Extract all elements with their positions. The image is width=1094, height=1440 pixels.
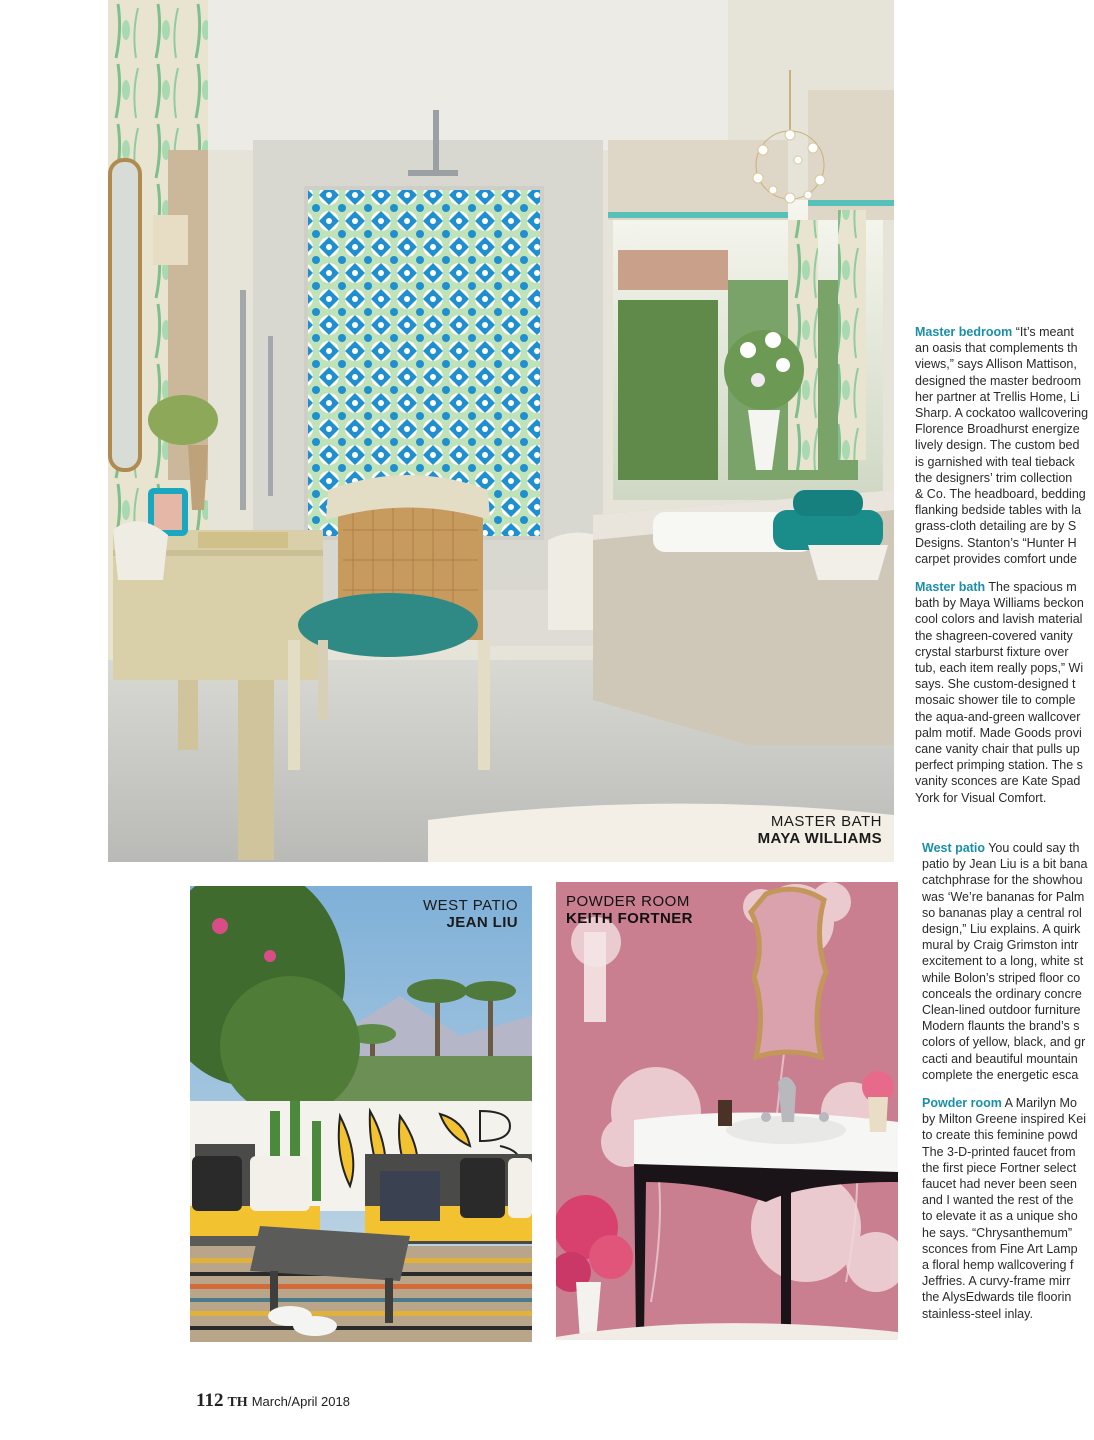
body-line: to elevate it as a unique sho (922, 1209, 1078, 1224)
body-line: carpet provides comfort unde (915, 551, 1077, 566)
body-line: catchphrase for the showhou (922, 873, 1083, 888)
powder-room-photo (556, 882, 898, 1340)
body-line: You could say th (988, 841, 1080, 855)
body-line: views,” says Allison Mattison, (915, 357, 1077, 372)
master-bath-caption-designer: MAYA WILLIAMS (757, 830, 882, 847)
west-patio-illustration (190, 886, 532, 1342)
powder-room-heading: Powder room (922, 1096, 1002, 1111)
body-line: design,” Liu explains. A quirk (922, 922, 1081, 937)
body-line: tub, each item really pops,” Wi (915, 661, 1084, 676)
body-line: stainless-steel inlay. (922, 1306, 1033, 1321)
body-line: perfect primping station. The s (915, 758, 1083, 773)
body-line: the aqua-and-green wallcover (915, 709, 1081, 724)
body-line: he says. “Chrysanthemum” (922, 1225, 1073, 1240)
master-bath-caption (640, 813, 882, 847)
body-line: and I wanted the rest of the (922, 1193, 1074, 1208)
body-line: palm motif. Made Goods provi (915, 725, 1082, 740)
master-bedroom-heading: Master bedroom (915, 325, 1013, 339)
body-line: Clean-lined outdoor furniture (922, 1003, 1081, 1018)
body-line: by Milton Greene inspired Kei (922, 1112, 1086, 1127)
body-line: The 3-D-printed faucet from (922, 1144, 1076, 1159)
master-bath-heading: Master bath (915, 580, 986, 595)
body-line: her partner at Trellis Home, Li (915, 389, 1080, 404)
powder-room-illustration (556, 882, 898, 1340)
section-west-patio (922, 840, 1094, 1083)
section-master-bath (915, 579, 1094, 806)
master-bath-illustration (108, 0, 894, 862)
body-line: was ‘We’re bananas for Palm (922, 889, 1085, 904)
body-line: an oasis that complements th (915, 341, 1078, 356)
powder-room-caption (566, 893, 766, 927)
body-line: a floral hemp wallcovering f (922, 1258, 1074, 1273)
body-line: mural by Craig Grimston intr (922, 938, 1079, 953)
body-line: vanity sconces are Kate Spad (915, 774, 1081, 789)
magazine-name: TH (227, 1395, 248, 1410)
column-text-bottom (922, 840, 1094, 1334)
body-line: excitement to a long, white st (922, 954, 1084, 969)
body-line: bath by Maya Williams beckon (915, 596, 1084, 611)
master-bath-caption-room: MASTER BATH (770, 813, 882, 830)
body-line: while Bolon’s striped floor co (922, 970, 1081, 985)
west-patio-caption-designer: JEAN LIU (446, 914, 518, 931)
body-line: flanking bedside tables with la (915, 503, 1082, 518)
body-line: Jeffries. A curvy-frame mirr (922, 1274, 1071, 1289)
body-line: faucet had never been seen (922, 1177, 1077, 1192)
body-line: colors of yellow, black, and gr (922, 1035, 1086, 1050)
body-line: A Marilyn Mo (1004, 1096, 1077, 1111)
body-line: mosaic shower tile to comple (915, 693, 1076, 708)
body-line: so bananas play a central rol (922, 905, 1082, 920)
folio (196, 1390, 350, 1412)
body-line: Sharp. A cockatoo wallcovering (915, 406, 1089, 421)
body-line: says. She custom-designed t (915, 677, 1076, 692)
body-line: designed the master bedroom (915, 373, 1082, 388)
page-number: 112 (196, 1390, 224, 1411)
body-line: to create this feminine powd (922, 1128, 1078, 1143)
body-line: cacti and beautiful mountain (922, 1051, 1078, 1066)
powder-room-caption-designer: KEITH FORTNER (566, 910, 693, 927)
column-text-top (915, 324, 1094, 818)
body-line: conceals the ordinary concre (922, 986, 1082, 1001)
body-line: crystal starburst fixture over (915, 644, 1069, 659)
body-line: cool colors and lavish material (915, 612, 1083, 627)
issue-date: March/April 2018 (251, 1394, 350, 1409)
master-bath-photo (108, 0, 894, 862)
west-patio-heading: West patio (922, 841, 985, 855)
body-line: the AlysEdwards tile floorin (922, 1290, 1072, 1305)
west-patio-caption (330, 897, 518, 931)
body-line: & Co. The headboard, bedding (915, 487, 1086, 502)
body-line: the shagreen-covered vanity (915, 628, 1073, 643)
body-line: “It’s meant (1015, 325, 1074, 339)
section-powder-room (922, 1095, 1094, 1322)
body-line: Designs. Stanton’s “Hunter H (915, 535, 1077, 550)
body-line: the designers’ trim collection (915, 470, 1073, 485)
body-line: is garnished with teal tieback (915, 454, 1075, 469)
body-line: Modern flaunts the brand’s s (922, 1019, 1080, 1034)
powder-room-caption-room: POWDER ROOM (566, 893, 690, 910)
body-line: sconces from Fine Art Lamp (922, 1241, 1078, 1256)
body-line: York for Visual Comfort. (915, 790, 1047, 805)
west-patio-caption-room: WEST PATIO (422, 897, 518, 914)
west-patio-photo (190, 886, 532, 1342)
section-master-bedroom (915, 324, 1094, 567)
body-line: The spacious m (988, 580, 1077, 595)
body-line: grass-cloth detailing are by S (915, 519, 1077, 534)
body-line: cane vanity chair that pulls up (915, 742, 1080, 757)
body-line: patio by Jean Liu is a bit bana (922, 857, 1088, 872)
body-line: Florence Broadhurst energize (915, 422, 1080, 437)
body-line: the first piece Fortner select (922, 1160, 1077, 1175)
body-line: complete the energetic esca (922, 1067, 1079, 1082)
body-line: lively design. The custom bed (915, 438, 1080, 453)
